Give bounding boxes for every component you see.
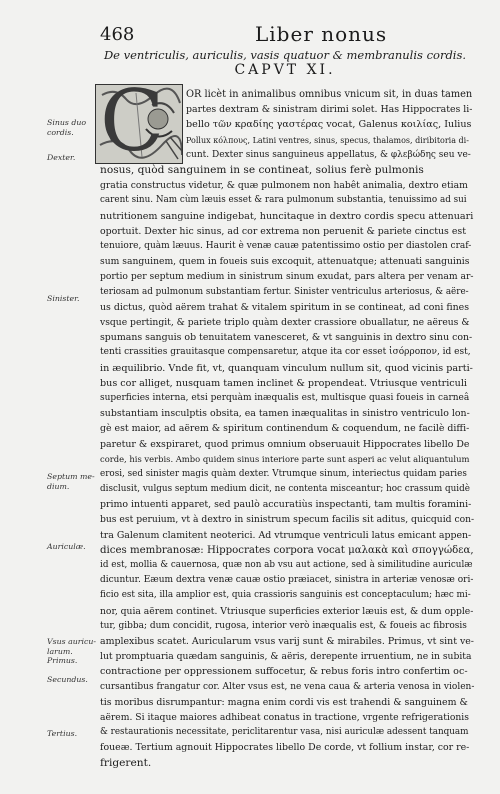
text-line: carent sinu. Nam cùm læuis esset & rara pulmonum substantia, tenuissimo ad sui	[100, 195, 467, 206]
text-line: tenuiore, quàm læuus. Haurit è venæ cauæ patentissimo ostio per diastolen craf-	[100, 240, 472, 251]
text-line: & restaurationis necessitate, periclitarentur vasa, nisi auriculæ adessent tanquam	[100, 727, 469, 738]
text-line: tra Galenum clamitent neoterici. Ad vtrumque ventriculi latus emicant appen-	[100, 529, 472, 541]
text-line: nor, quia aërem continet. Vtriusque superficies exterior læuis est, & dum opple-	[100, 605, 474, 617]
margin-note: Secundus.	[47, 675, 88, 684]
page-number: 468	[100, 24, 135, 45]
text-line: spumans sanguis ob tenuitatem vanesceret, & vt sanguinis in dextro sinu con-	[100, 332, 473, 344]
running-title: Liber nonus	[255, 22, 388, 46]
text-line: Pollux κόλπους, Latini ventres, sinus, specus, thalamos, diribitoria di-	[186, 135, 469, 145]
text-line: foueæ. Tertium agnouit Hippocrates libello De corde, vt follium instar, cor re-	[100, 742, 470, 754]
text-line: bus est peruium, vt à dextro in sinistrum specum facilis sit aditus, quicquid con-	[100, 514, 475, 526]
text-line: superficies interna, etsi perquàm inæqualis est, multisque quasi foueis in carneâ	[100, 392, 470, 403]
text-line: lut promptuaria quædam sanguinis, & aëris, derepente irruentium, ne in subita	[100, 651, 472, 663]
margin-note: Sinus duo cordis.	[47, 118, 87, 137]
margin-note: Auriculæ.	[47, 542, 86, 551]
text-line: bus cor alliget, nusquam tamen inclinet & propendeat. Vtriusque ventriculi	[100, 377, 467, 389]
text-line: primo intuenti apparet, sed paulò accuratiùs inspectanti, tam multis foramini-	[100, 499, 472, 511]
text-line: ficio est sita, illa amplior est, quia crassioris sanguinis est conceptaculum; hæc mi-	[100, 590, 471, 601]
text-line: partes dextram & sinistram dirimi solet. Has Hippocrates li-	[186, 104, 473, 116]
text-line: nosus, quòd sanguinem in se contineat, solius ferè pulmonis	[100, 163, 424, 176]
text-line: us dictus, quòd aërem trahat & vitalem spiritum in se contineat, ad coni fines	[100, 301, 470, 313]
text-line: substantiam insculptis obsita, ea tamen inæqualitas in sinistro ventriculo lon-	[100, 408, 470, 420]
text-line: oportuit. Dexter hic sinus, ad cor extrema non peruenit & pariete cinctus est	[100, 225, 466, 237]
text-line: dices membranosæ: Hippocrates corpora vocat μαλακὰ καὶ σπογγώδεα,	[100, 544, 474, 556]
text-line: paretur & exspiraret, quod primus omnium obseruauit Hippocrates libello De	[100, 438, 470, 450]
text-line: tenti crassities grauitasque compensaretur, atque ita cor esset ἰσόρροπον, id est,	[100, 347, 471, 358]
text-line: bello τῶν κραδίης γαστέρας vocat, Galenus κοιλίας, Iulius	[186, 119, 472, 131]
text-line: dicuntur. Eæum dextra venæ cauæ ostio præiacet, sinistra in arteriæ venosæ ori-	[100, 575, 474, 586]
text-line: tur, gibba; dum concidit, rugosa, interior verò inæqualis est, & foueis ac fibrosis	[100, 620, 467, 631]
text-line: in æquilibrio. Vnde fit, vt, quanquam vinculum nullum sit, quod vicinis parti-	[100, 362, 473, 374]
margin-note: Vsus auricu- larum. Primus.	[47, 637, 97, 666]
text-line: teriosam ad pulmonum substantiam fertur. Sinister ventriculus arteriosus, & aëre-	[100, 286, 469, 297]
margin-note: Dexter.	[47, 153, 76, 162]
text-line: nutritionem sanguine indigebat, huncitaque in dextro cordis specu attenuari	[100, 210, 474, 222]
text-line: id est, mollia & cauernosa, quæ non ab vsu aut actione, sed à similitudine auriculæ	[100, 560, 473, 571]
text-line: erosi, sed sinister magis quàm dexter. Vtrumque sinum, interiectus quidam paries	[100, 468, 467, 479]
text-line: contractione per oppressionem suffocetur, & rebus foris intro confertim oc-	[100, 666, 468, 678]
chapter-subtitle: De ventriculis, auriculis, vasis quatuor & membranulis cordis.	[103, 48, 467, 62]
text-line: aërem. Si itaque maiores adhibeat conatus in tractione, vrgente refrigerationis	[100, 712, 469, 724]
decorated-initial-c: C	[95, 84, 183, 164]
text-line: tis moribus disrumpantur: magna enim cordi vis est trahendi & sanguinem &	[100, 696, 468, 708]
text-line: disclusit, vulgus septum medium dicit, ne contenta misceantur; hoc crassum quidè	[100, 484, 470, 495]
text-line: gè est maior, ad aërem & spiritum continendum & coquendum, ne facilè diffi-	[100, 423, 470, 435]
text-line: cursantibus frangatur cor. Alter vsus est, ne vena caua & arteria venosa in violen-	[100, 681, 475, 692]
text-line	[428, 771, 474, 786]
margin-note: Sinister.	[47, 294, 80, 303]
text-line: cunt. Dexter sinus sanguineus appellatus, & φλεβώδης seu ve-	[186, 149, 471, 160]
margin-note: Tertius.	[47, 729, 78, 738]
text-line: amplexibus scatet. Auricularum vsus varij sunt & mirabiles. Primus, vt sint ve-	[100, 636, 474, 648]
text-line: gratia constructus videtur, & quæ pulmonem non habêt animalia, dextro etiam	[100, 180, 468, 192]
text-line: frigerent.	[100, 756, 152, 769]
text-line: portio per septum medium in sinistrum sinum exudat, pars altera per venam ar-	[100, 271, 474, 283]
text-line: corde, his verbis. Ambo quidem sinus interiore parte sunt asperi ac velut aliquantulum	[100, 453, 470, 464]
text-line: vsque pertingit, & pariete triplo quàm dexter crassiore obuallatur, ne aëreus &	[100, 316, 470, 328]
margin-note: Septum me- dium.	[47, 472, 95, 491]
text-line: sum sanguinem, quem in foueis suis excoquit, attenuatque; attenuati sanguinis	[100, 256, 470, 268]
chapter-heading: CAPVT XI.	[234, 62, 336, 78]
text-line: OR licèt in animalibus omnibus vnicum sit, in duas tamen	[186, 89, 473, 100]
